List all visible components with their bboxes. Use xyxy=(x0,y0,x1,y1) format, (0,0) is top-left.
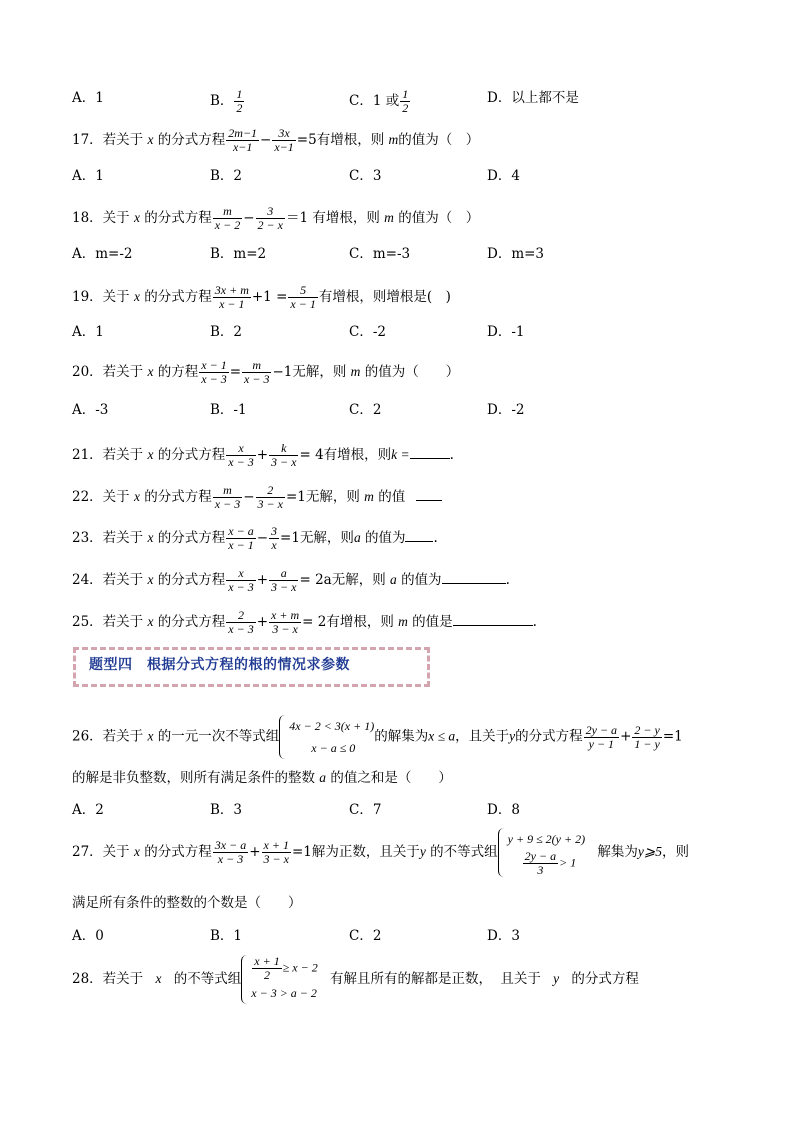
fraction-numerator: x + m xyxy=(271,608,300,622)
q27-option-a: A．0 xyxy=(72,928,104,944)
question-24 xyxy=(72,567,510,594)
q23-answer-blank[interactable] xyxy=(405,527,433,542)
q26-text-2: 的解集为 xyxy=(374,728,429,745)
q28-text-3: 且关于 xyxy=(500,971,541,987)
fraction-numerator: 1 xyxy=(402,87,409,101)
question-22 xyxy=(72,484,442,511)
q18-param: m xyxy=(384,210,394,225)
q27-fraction-2 xyxy=(262,839,291,866)
q16-option-c-fraction xyxy=(400,88,410,115)
fraction-denominator: x − 1 xyxy=(290,297,316,311)
fraction-denominator: x − 3 xyxy=(217,852,244,866)
fraction-numerator: 2 − y xyxy=(634,722,660,737)
q16-option-d: D．以上都不是 xyxy=(487,90,579,106)
q17-fraction-2 xyxy=(272,127,295,154)
q24-text-2: 无解，则 xyxy=(331,572,386,588)
q19-option-c: C．-2 xyxy=(349,324,386,340)
fraction-numerator: 3x xyxy=(272,127,295,141)
fraction-numerator: x + 1 xyxy=(254,954,280,968)
fraction-denominator: x − 1 xyxy=(228,538,254,552)
q28-inequality-system xyxy=(241,955,317,1004)
q18-equals: ＝1 xyxy=(285,210,309,226)
q20-tail: 的值为（ ） xyxy=(364,364,460,380)
left-brace-icon xyxy=(279,715,288,759)
q23-operator: − xyxy=(256,530,269,546)
q27-inequality-2-fraction xyxy=(523,850,558,877)
q18-fraction-1 xyxy=(213,205,242,232)
q26-inequality-system xyxy=(279,715,374,759)
q21-fraction-1 xyxy=(226,442,255,469)
fraction-numerator: a xyxy=(269,567,298,581)
fraction-numerator: 1 xyxy=(236,87,243,101)
q26-text-3: ，且关于 xyxy=(455,728,510,745)
q25-equals: = 2 xyxy=(302,614,327,630)
q24-fraction-2 xyxy=(269,567,298,594)
q21-text-2: 有增根，则 xyxy=(323,447,392,463)
q27-text-2: 解为正数，且关于 xyxy=(311,844,420,860)
q22-fraction-2 xyxy=(256,484,285,511)
fraction-denominator: 3 − x xyxy=(257,497,283,511)
q21-equals: = 4 xyxy=(299,447,324,463)
q22-fraction-1 xyxy=(213,484,242,511)
q24-text: 的分式方程 xyxy=(157,572,226,588)
q16-option-c xyxy=(349,88,411,115)
fraction-denominator: y − 1 xyxy=(588,736,615,751)
q18-fraction-2 xyxy=(256,205,285,232)
q28-variable-y: y xyxy=(553,971,560,986)
q18-prefix: 18．关于 xyxy=(72,210,130,226)
q25-tail: 的值是 xyxy=(412,614,453,630)
fraction-denominator: 3 xyxy=(537,863,544,877)
fraction-numerator: 2y − a xyxy=(524,849,557,863)
q22-variable: x xyxy=(133,489,140,504)
fraction-denominator: 2 xyxy=(264,968,270,982)
fraction-denominator: x − 3 xyxy=(228,622,254,636)
q17-variable: x xyxy=(147,132,154,147)
q18-text: 的分式方程 xyxy=(144,210,212,226)
fraction-numerator: m xyxy=(242,359,271,373)
question-21 xyxy=(72,442,454,469)
q26-variable: x xyxy=(147,728,154,744)
q22-param: m xyxy=(364,489,374,504)
fraction-denominator: x − 3 xyxy=(228,455,254,469)
q19-fraction-1 xyxy=(213,284,251,311)
q21-tail: . xyxy=(449,447,454,463)
q17-equals: =5 xyxy=(296,132,317,148)
q26-fraction-2 xyxy=(632,724,661,751)
q18-variable: x xyxy=(133,210,140,225)
fraction-numerator: x + 1 xyxy=(263,838,289,852)
fraction-denominator: 2 xyxy=(236,101,243,115)
q17-text-2: 有增根，则 xyxy=(316,132,385,148)
q26-option-c: C．7 xyxy=(349,802,382,818)
q26-option-d: D．8 xyxy=(487,802,520,818)
q20-text: 的方程 xyxy=(157,364,199,380)
question-19 xyxy=(72,284,451,311)
fraction-numerator: 2 xyxy=(256,484,285,498)
q16-option-b-label: B． xyxy=(210,93,234,109)
q28-text: 的不等式组 xyxy=(173,971,242,987)
q24-param: a xyxy=(390,572,397,587)
q16-option-b-fraction xyxy=(234,88,244,115)
q26-text: 的一元一次不等式组 xyxy=(157,728,280,745)
q27-inequality-system xyxy=(498,828,585,877)
fraction-numerator: 3x + m xyxy=(214,283,249,297)
fraction-denominator: 3 − x xyxy=(271,455,297,469)
q26-variable-y: y xyxy=(509,728,516,744)
q27-operator: + xyxy=(249,844,261,860)
q19-variable: x xyxy=(133,289,140,304)
q26-solution: x ≤ a xyxy=(428,728,456,744)
fraction-numerator: 5 xyxy=(288,284,317,298)
q23-period: . xyxy=(433,530,438,546)
q20-fraction-1 xyxy=(199,359,228,386)
q21-text: 的分式方程 xyxy=(157,447,226,463)
q24-tail: 的值为 xyxy=(401,572,442,588)
question-26 xyxy=(72,715,683,759)
q22-tail: 的值 xyxy=(378,489,406,505)
fraction-denominator: x−1 xyxy=(274,140,294,154)
q26-inequality-1: 4x − 2 < 3(x + 1) xyxy=(289,719,375,733)
fraction-denominator: x − 3 xyxy=(244,372,270,386)
q22-text-2: 无解，则 xyxy=(305,489,360,505)
q25-answer-blank[interactable] xyxy=(453,611,533,626)
fraction-denominator: x − 1 xyxy=(219,297,245,311)
q25-period: . xyxy=(532,614,537,630)
q27-inequality-1: y + 9 ≤ 2(y + 2) xyxy=(507,832,586,846)
q25-param: m xyxy=(398,614,408,629)
fraction-denominator: 2 − x xyxy=(257,218,283,232)
q20-param: m xyxy=(350,364,361,379)
q22-prefix: 22．关于 xyxy=(72,489,130,505)
fraction-numerator: 2y − a xyxy=(585,722,618,737)
q19-operator: +1 = xyxy=(251,289,288,305)
q27-text-4: 解集为 xyxy=(597,844,638,860)
q27-variable: x xyxy=(133,844,140,859)
q17-param: m xyxy=(388,132,399,147)
q17-operator: − xyxy=(260,132,272,148)
question-28 xyxy=(72,955,639,1004)
q23-fraction-1 xyxy=(226,525,255,552)
q19-prefix: 19．关于 xyxy=(72,289,130,305)
fraction-denominator: 1 − y xyxy=(634,736,660,751)
q27-variable-y: y xyxy=(419,844,426,859)
q17-option-d: D．4 xyxy=(487,168,520,184)
q19-option-a: A．1 xyxy=(72,324,104,340)
question-26-line-2 xyxy=(72,768,452,788)
q28-tail: 的分式方程 xyxy=(571,971,639,987)
q17-text: 的分式方程 xyxy=(157,132,226,148)
q18-text-2: 有增根，则 xyxy=(312,210,380,226)
fraction-denominator: 2 xyxy=(402,101,409,115)
q22-answer-blank[interactable] xyxy=(416,486,442,501)
q24-period: . xyxy=(505,572,510,588)
q17-option-b: B．2 xyxy=(210,168,243,184)
q20-fraction-2 xyxy=(242,359,271,386)
fraction-numerator: 3 xyxy=(271,524,278,538)
q25-text-2: 有增根，则 xyxy=(326,614,394,630)
q18-option-a: A．m=-2 xyxy=(72,246,133,262)
q16-option-b xyxy=(210,88,245,115)
fraction-denominator: x − 3 xyxy=(228,580,254,594)
section-title: 题型四 根据分式方程的根的情况求参数 xyxy=(89,657,350,673)
q26-option-b: B．3 xyxy=(210,802,243,818)
q27-text-5: ，则 xyxy=(661,844,689,860)
fraction-numerator: k xyxy=(269,442,298,456)
q24-operator: + xyxy=(256,572,269,588)
q20-prefix: 20．若关于 xyxy=(72,364,144,380)
q17-option-a: A．1 xyxy=(72,168,104,184)
q28-inequality-2: x − 3 > a − 2 xyxy=(251,986,317,1000)
q26-inequality-2: x − a ≤ 0 xyxy=(311,741,356,755)
q18-operator: − xyxy=(243,210,255,226)
q20-variable: x xyxy=(147,364,154,379)
q26-operator: + xyxy=(620,728,632,745)
fraction-denominator: 3 − x xyxy=(263,852,289,866)
q20-equals: −1 xyxy=(272,364,293,380)
q17-option-c: C．3 xyxy=(349,168,382,184)
fraction-denominator: x − 3 xyxy=(201,372,227,386)
q24-fraction-1 xyxy=(226,567,255,594)
q22-text: 的分式方程 xyxy=(144,489,212,505)
question-25 xyxy=(72,609,537,636)
q23-text: 的分式方程 xyxy=(157,530,226,546)
fraction-numerator: x − a xyxy=(228,524,254,538)
q19-option-b: B．2 xyxy=(210,324,243,340)
fraction-numerator: x − 1 xyxy=(201,358,227,372)
question-18 xyxy=(72,205,479,232)
q26-fraction-1 xyxy=(584,724,619,751)
q27-inequality-2-rhs: > 1 xyxy=(559,855,577,870)
question-23 xyxy=(72,525,438,552)
question-17 xyxy=(72,127,479,154)
q19-fraction-2 xyxy=(288,284,317,311)
fraction-denominator: 3 − x xyxy=(271,580,297,594)
q23-prefix: 23．若关于 xyxy=(72,530,144,546)
q27-fraction-1 xyxy=(213,839,248,866)
q19-option-d: D．-1 xyxy=(487,324,525,340)
fraction-numerator: 2 xyxy=(226,609,255,623)
q21-prefix: 21．若关于 xyxy=(72,447,144,463)
q25-fraction-1 xyxy=(226,609,255,636)
q20-option-c: C．2 xyxy=(349,402,382,418)
q23-tail: 的值为 xyxy=(364,530,406,546)
q27-equals: =1 xyxy=(291,844,312,860)
q26-line2-text: 的解是非负整数，则所有满足条件的整数 xyxy=(72,770,315,786)
q25-variable: x xyxy=(147,614,154,629)
q21-fraction-2 xyxy=(269,442,298,469)
fraction-numerator: 2m−1 xyxy=(228,126,258,140)
q27-option-d: D．3 xyxy=(487,928,520,944)
q18-option-d: D．m=3 xyxy=(487,246,545,262)
q27-solution: y⩾5 xyxy=(637,844,662,859)
q28-prefix: 28．若关于 xyxy=(72,971,144,987)
fraction-numerator: x xyxy=(226,442,255,456)
fraction-denominator: 3 − x xyxy=(272,622,298,636)
q19-text: 的分式方程 xyxy=(144,289,212,305)
q27-text: 的分式方程 xyxy=(144,844,212,860)
q27-option-b: B．1 xyxy=(210,928,243,944)
fraction-denominator: x − 3 xyxy=(214,497,241,511)
q28-inequality-1-fraction xyxy=(252,955,281,982)
fraction-numerator: m xyxy=(213,484,242,498)
q25-operator: + xyxy=(256,614,269,630)
q24-prefix: 24．若关于 xyxy=(72,572,144,588)
q24-equals: = 2a xyxy=(299,572,332,588)
q21-variable: x xyxy=(147,447,154,462)
q27-option-c: C．2 xyxy=(349,928,382,944)
left-brace-icon xyxy=(241,955,250,1004)
q27-text-3: 的不等式组 xyxy=(430,844,498,860)
q28-variable: x xyxy=(155,971,162,986)
q19-tail: 有增根，则增根是( ) xyxy=(318,289,451,305)
q23-variable: x xyxy=(147,530,154,545)
fraction-numerator: 3x − a xyxy=(214,838,247,852)
q28-text-2: 有解且所有的解都是正数， xyxy=(330,971,493,987)
fraction-numerator: m xyxy=(213,205,242,219)
q20-operator: = xyxy=(229,364,242,380)
q27-prefix: 27．关于 xyxy=(72,844,130,860)
q23-fraction-2 xyxy=(269,525,279,552)
q26-text-4: 的分式方程 xyxy=(515,728,583,745)
q21-operator: + xyxy=(256,447,269,463)
q18-option-c: C．m=-3 xyxy=(349,246,411,262)
q26-equals: =1 xyxy=(662,728,683,745)
fraction-denominator: x−1 xyxy=(232,140,253,154)
q26-tail: 的值之和是（ ） xyxy=(330,770,452,786)
q20-option-b: B．-1 xyxy=(210,402,247,418)
q25-prefix: 25．若关于 xyxy=(72,614,144,630)
q17-prefix: 17．若关于 xyxy=(72,132,144,148)
q16-option-a: A．1 xyxy=(72,90,104,106)
q26-param: a xyxy=(319,770,327,785)
q25-text: 的分式方程 xyxy=(157,614,226,630)
q26-option-a: A．2 xyxy=(72,802,104,818)
question-20 xyxy=(72,359,459,386)
q22-equals: =1 xyxy=(285,489,306,505)
q23-equals: =1 xyxy=(280,530,300,546)
q21-answer-blank[interactable] xyxy=(410,444,450,459)
q23-param: a xyxy=(353,530,361,545)
q23-text-2: 无解，则 xyxy=(299,530,354,546)
q28-inequality-1-rhs: ≥ x − 2 xyxy=(282,960,318,975)
question-27 xyxy=(72,828,689,877)
q16-option-c-label: C．1 或 xyxy=(349,93,400,109)
q22-operator: − xyxy=(243,489,255,505)
q20-option-a: A．-3 xyxy=(72,402,109,418)
q25-fraction-2 xyxy=(269,609,301,636)
q21-param: k = xyxy=(391,447,410,462)
q20-option-d: D．-2 xyxy=(487,402,525,418)
left-brace-icon xyxy=(498,828,507,877)
question-27-line-2: 满足所有条件的整数的个数是（ ） xyxy=(72,895,302,911)
fraction-denominator: x xyxy=(271,538,277,552)
fraction-numerator: x xyxy=(226,567,255,581)
q17-fraction-1 xyxy=(226,127,259,154)
q18-option-b: B．m=2 xyxy=(210,246,267,262)
q26-prefix: 26．若关于 xyxy=(72,728,144,745)
fraction-numerator: 3 xyxy=(256,205,285,219)
q24-answer-blank[interactable] xyxy=(442,569,506,584)
q17-tail: 的值为（ ） xyxy=(398,132,480,148)
fraction-denominator: x − 2 xyxy=(214,218,241,232)
q20-text-2: 无解，则 xyxy=(292,364,347,380)
q18-tail: 的值为（ ） xyxy=(398,210,480,226)
q24-variable: x xyxy=(147,572,154,587)
